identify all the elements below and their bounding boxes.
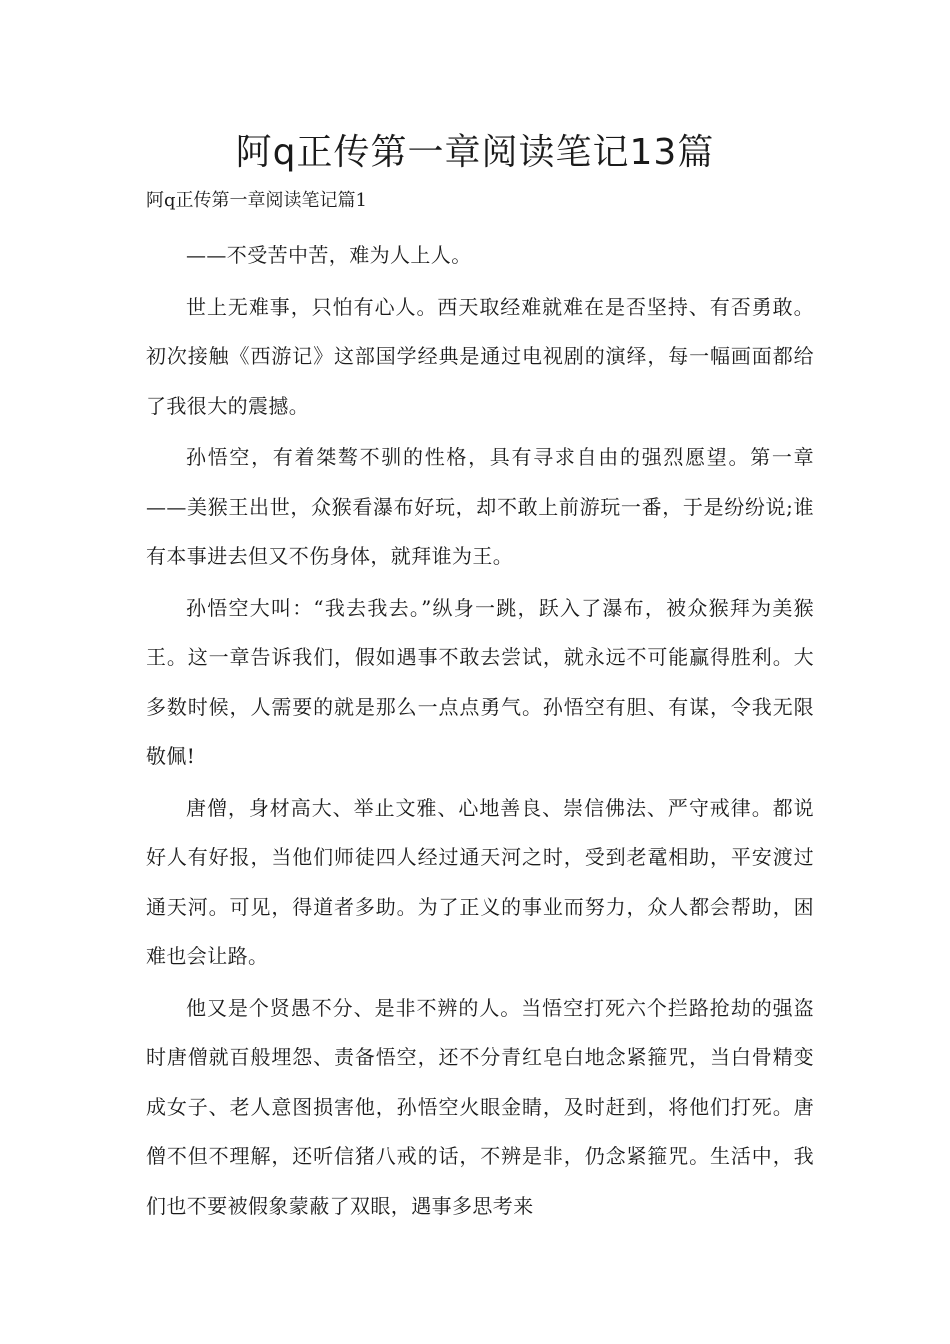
paragraph: ——不受苦中苦，难为人上人。 bbox=[186, 243, 472, 267]
paragraph: 孙悟空大叫：“我去我去。”纵身一跳，跃入了瀑布，被众猴拜为美猴王。这一章告诉我们，假如遇事不敢去尝试，就永远不可能赢得胜利。大多数时候，人需要的就是那么一点点勇气。孙悟空有胆、有谋，令我无限敬佩! bbox=[146, 595, 814, 768]
paragraph: 唐僧，身材高大、举止文雅、心地善良、崇信佛法、严守戒律。都说好人有好报，当他们师徒四人经过通天河之时，受到老鼋相助，平安渡过通天河。可见，得道者多助。为了正义的事业而努力，众人都会帮助，困难也会让路。 bbox=[146, 795, 814, 968]
paragraph: 他又是个贤愚不分、是非不辨的人。当悟空打死六个拦路抢劫的强盗时唐僧就百般埋怨、责备悟空，还不分青红皂白地念紧箍咒，当白骨精变成女子、老人意图损害他，孙悟空火眼金睛，及时赶到，将他们打死。唐僧不但不理解，还听信猪八戒的话，不辨是非，仍念紧箍咒。生活中，我们也不要被假象蒙蔽了双眼，遇事多思考来 bbox=[146, 995, 814, 1218]
document-subtitle: 阿q正传第一章阅读笔记篇1 bbox=[146, 190, 367, 211]
document-body bbox=[146, 231, 814, 1233]
document-title: 阿q正传第一章阅读笔记13篇 bbox=[235, 132, 715, 173]
paragraph: 世上无难事，只怕有心人。西天取经难就难在是否坚持、有否勇敢。初次接触《西游记》这部国学经典是通过电视剧的演绎，每一幅画面都给了我很大的震撼。 bbox=[146, 294, 814, 418]
paragraph: 孙悟空，有着桀骜不驯的性格，具有寻求自由的强烈愿望。第一章——美猴王出世，众猴看瀑布好玩，却不敢上前游玩一番，于是纷纷说;谁有本事进去但又不伤身体，就拜谁为王。 bbox=[146, 445, 814, 568]
